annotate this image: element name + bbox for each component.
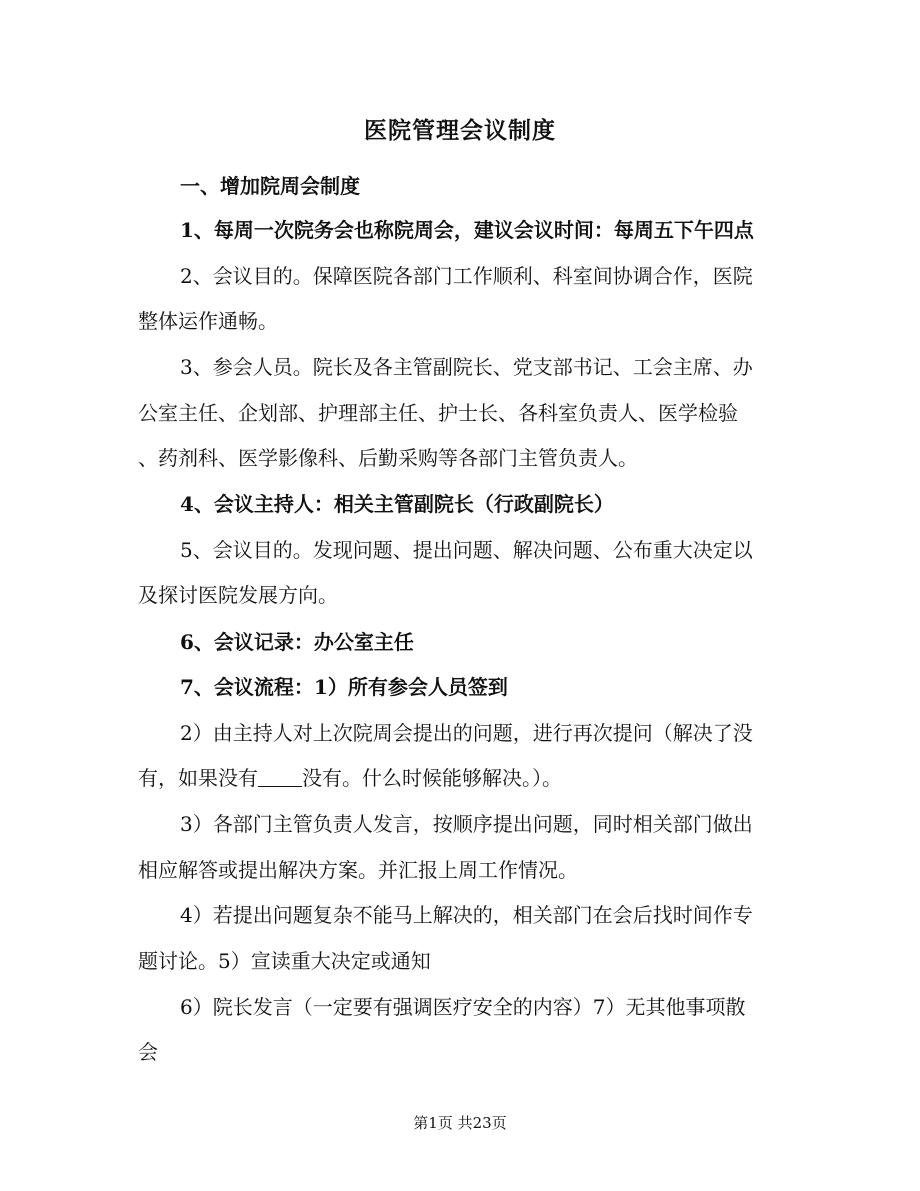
step-2-line-2 <box>138 762 798 791</box>
step-2-line-1: 2）由主持人对上次院周会提出的问题，进行再次提问（解决了没 <box>180 721 753 745</box>
item-5-line-1: 5、会议目的。发现问题、提出问题、解决问题、公布重大决定以 <box>180 538 753 562</box>
step-2-text-b: 没有。什么时候能够解决。）。 <box>302 766 562 790</box>
item-3-line-3: 、药剂科、医学影像科、后勤采购等各部门主管负责人。 <box>138 446 638 470</box>
item-6: 6、会议记录：办公室主任 <box>180 630 414 654</box>
section-heading: 一、增加院周会制度 <box>180 174 360 198</box>
item-5-line-2: 及探讨医院发展方向。 <box>138 583 338 607</box>
step-6-line-1: 6）院长发言（一定要有强调医疗安全的内容）7）无其他事项散 <box>180 995 746 1019</box>
item-2-line-1: 2、会议目的。保障医院各部门工作顺利、科室间协调合作，医院 <box>180 264 753 288</box>
step-2-text-a: 有，如果没有 <box>138 766 258 790</box>
step-6-line-2: 会 <box>138 1040 158 1064</box>
step-4-line-1: 4）若提出问题复杂不能马上解决的，相关部门在会后找时间作专 <box>180 903 753 927</box>
item-4: 4、会议主持人：相关主管副院长（行政副院长） <box>180 492 614 516</box>
step-4-line-2: 题讨论。5）宣读重大决定或通知 <box>138 949 431 973</box>
item-3-line-2: 公室主任、企划部、护理部主任、护士长、各科室负责人、医学检验 <box>138 401 738 425</box>
item-2-line-2: 整体运作通畅。 <box>138 309 278 333</box>
step-3-line-1: 3）各部门主管负责人发言，按顺序提出问题，同时相关部门做出 <box>180 812 753 836</box>
item-3-line-1: 3、参会人员。院长及各主管副院长、党支部书记、工会主席、办 <box>180 355 753 379</box>
fill-blank <box>258 768 302 787</box>
page-number: 第1页 共23页 <box>413 1114 507 1132</box>
step-3-line-2: 相应解答或提出解决方案。并汇报上周工作情况。 <box>138 858 578 882</box>
item-1: 1、每周一次院务会也称院周会，建议会议时间：每周五下午四点 <box>180 218 754 242</box>
item-7: 7、会议流程：1）所有参会人员签到 <box>180 675 508 699</box>
document-title: 医院管理会议制度 <box>364 117 556 144</box>
